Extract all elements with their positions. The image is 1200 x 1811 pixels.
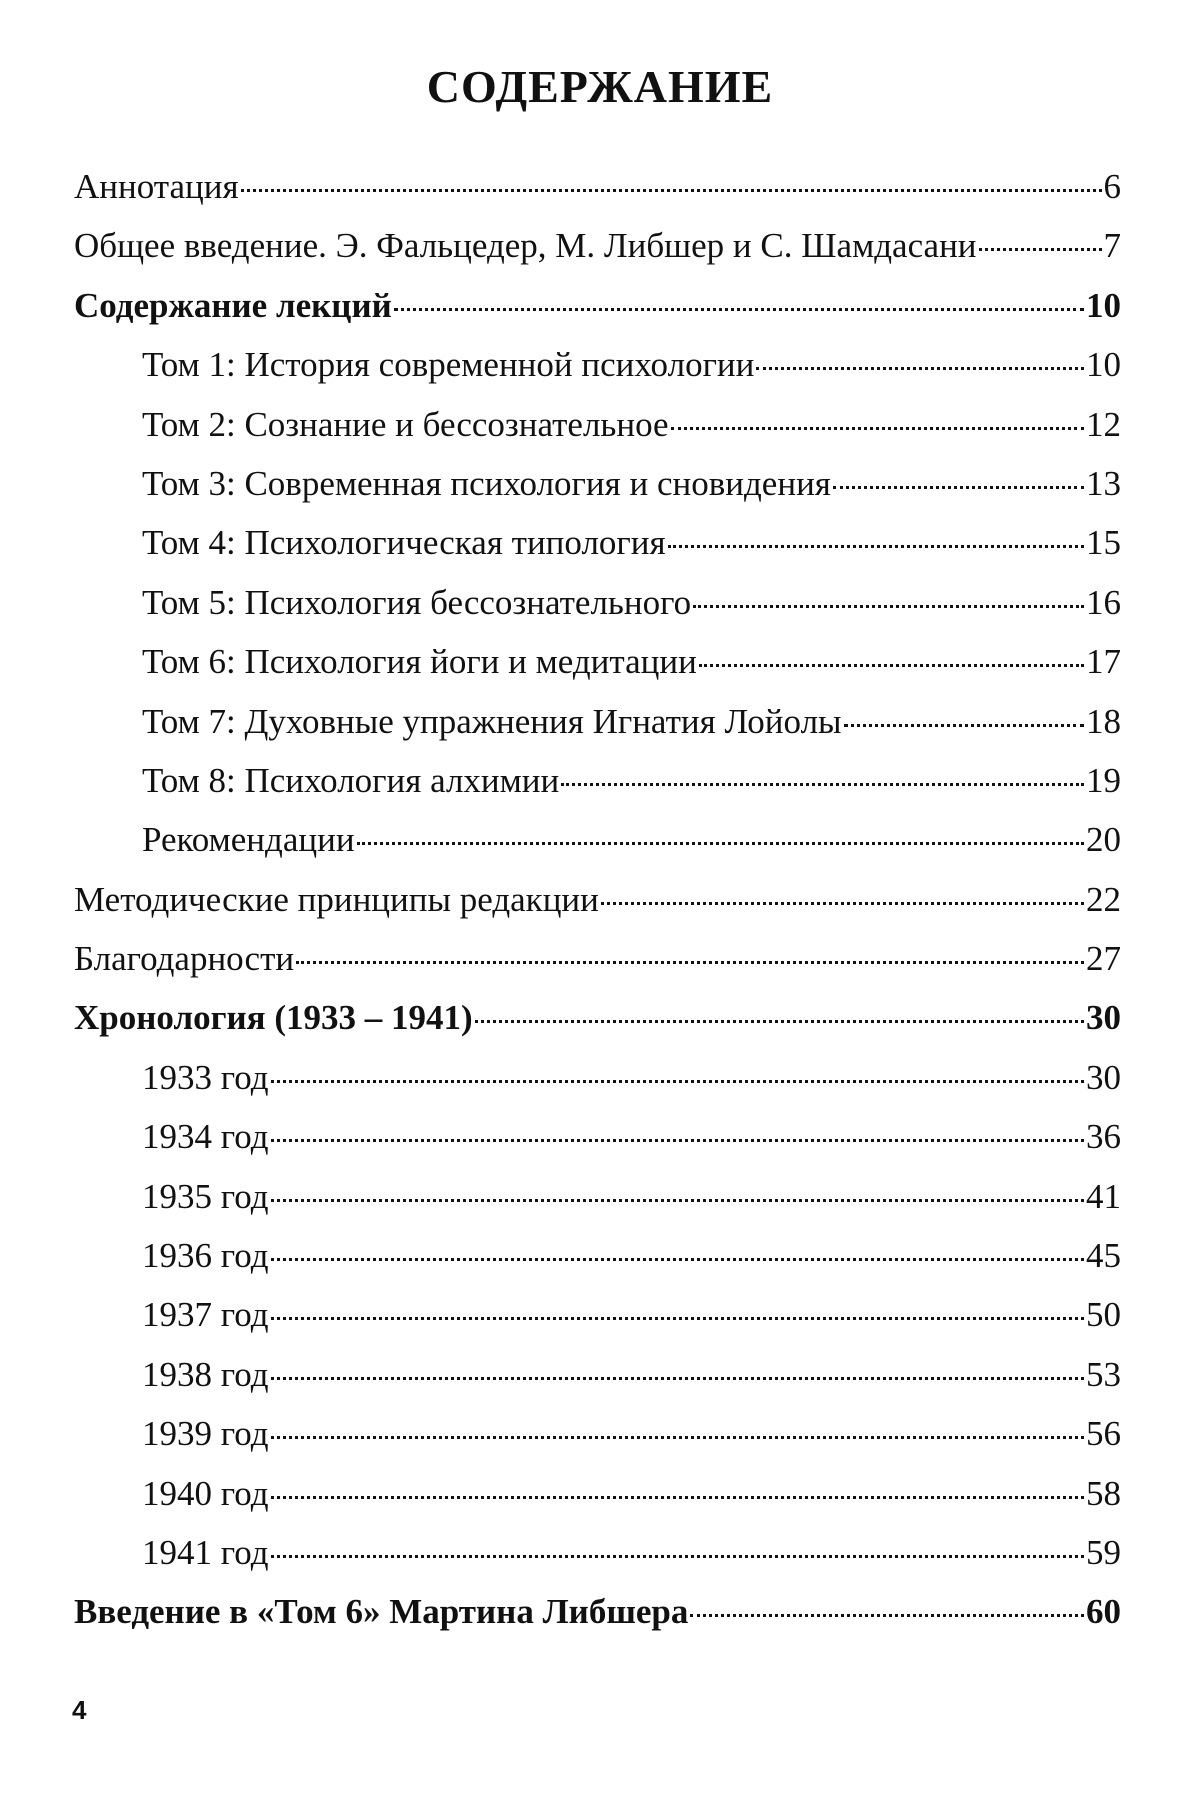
toc-entry-page: 20 (1086, 820, 1121, 860)
toc-entry (74, 1345, 1121, 1404)
toc-entry-page: 16 (1086, 582, 1121, 622)
toc-entry-title: Том 8: Психология алхимии (142, 760, 560, 800)
dot-leader (693, 605, 1084, 608)
toc-entry (74, 216, 1121, 275)
dot-leader (690, 1614, 1084, 1617)
dot-leader (833, 486, 1084, 489)
toc-entry-page: 7 (1103, 226, 1121, 266)
toc-entry-title: Благодарности (74, 939, 295, 979)
dot-leader (271, 1377, 1084, 1380)
toc-entry (74, 1404, 1121, 1463)
toc-entry (74, 1107, 1121, 1166)
toc-entry-title: 1936 год (142, 1236, 269, 1276)
dot-leader (475, 1020, 1084, 1023)
toc-entry-title: Общее введение. Э. Фальцедер, М. Либшер и С. Шамдасани (74, 226, 977, 266)
toc-entry-title: Рекомендации (142, 820, 355, 860)
dot-leader (699, 664, 1084, 667)
toc-entry (74, 513, 1121, 572)
toc-entry-page: 45 (1086, 1236, 1121, 1276)
dot-leader (979, 248, 1102, 251)
toc-entry-title: 1937 год (142, 1295, 269, 1335)
toc-entry-title: 1938 год (142, 1354, 269, 1394)
toc-entry-page: 41 (1086, 1176, 1121, 1216)
toc-entry (74, 1285, 1121, 1344)
toc-entry-page: 27 (1086, 939, 1121, 979)
dot-leader (271, 1080, 1084, 1083)
page-number: 4 (72, 1695, 87, 1725)
toc-entry-page: 53 (1086, 1354, 1121, 1394)
toc-entry (74, 1167, 1121, 1226)
toc-entry-title: 1933 год (142, 1057, 269, 1097)
toc-entry-page: 22 (1086, 879, 1121, 919)
dot-leader (756, 367, 1084, 370)
dot-leader (668, 545, 1084, 548)
table-of-contents (74, 157, 1121, 1642)
toc-entry (74, 929, 1121, 988)
dot-leader (271, 1436, 1084, 1439)
toc-entry (74, 751, 1121, 810)
toc-entry (74, 1523, 1121, 1582)
toc-entry (74, 395, 1121, 454)
toc-entry-page: 18 (1086, 701, 1121, 741)
toc-entry-title: Том 1: История современной психологии (142, 345, 755, 385)
toc-entry-page: 15 (1086, 523, 1121, 563)
page-title: СОДЕРЖАНИЕ (426, 61, 774, 112)
toc-entry (74, 157, 1121, 216)
toc-entry (74, 1226, 1121, 1285)
dot-leader (671, 427, 1084, 430)
toc-entry-title: 1940 год (142, 1473, 269, 1513)
dot-leader (271, 1317, 1084, 1320)
toc-entry-page: 30 (1086, 998, 1121, 1038)
toc-entry-page: 10 (1086, 345, 1121, 385)
toc-entry-title: Том 6: Психология йоги и медитации (142, 642, 697, 682)
toc-entry-title: 1939 год (142, 1414, 269, 1454)
toc-entry-page: 19 (1086, 760, 1121, 800)
toc-entry (74, 1464, 1121, 1523)
dot-leader (357, 842, 1084, 845)
dot-leader (271, 1139, 1084, 1142)
toc-entry (74, 335, 1121, 394)
dot-leader (561, 783, 1084, 786)
toc-entry-page: 30 (1086, 1057, 1121, 1097)
toc-entry (74, 573, 1121, 632)
toc-entry-title: Том 3: Современная психология и сновидения (142, 463, 831, 503)
toc-entry (74, 1582, 1121, 1641)
toc-entry-title: Хронология (1933 – 1941) (74, 998, 473, 1038)
toc-entry-title: Том 7: Духовные упражнения Игнатия Лойолы (142, 701, 842, 741)
toc-entry-title: Методические принципы редакции (74, 879, 599, 919)
toc-entry-title: 1935 год (142, 1176, 269, 1216)
dot-leader (271, 1496, 1084, 1499)
toc-entry (74, 870, 1121, 929)
dot-leader (271, 1199, 1084, 1202)
toc-entry-page: 10 (1086, 285, 1121, 325)
toc-entry (74, 988, 1121, 1047)
dot-leader (394, 308, 1084, 311)
toc-entry (74, 1048, 1121, 1107)
toc-entry-page: 17 (1086, 642, 1121, 682)
toc-entry (74, 692, 1121, 751)
dot-leader (271, 1258, 1084, 1261)
toc-entry-page: 56 (1086, 1414, 1121, 1454)
dot-leader (296, 961, 1084, 964)
toc-entry-page: 6 (1103, 167, 1121, 206)
toc-entry-page: 12 (1086, 404, 1121, 444)
toc-entry (74, 632, 1121, 691)
toc-entry-title: Том 5: Психология бессознательного (142, 582, 692, 622)
toc-entry (74, 276, 1121, 335)
toc-entry-title: Введение в «Том 6» Мартина Либшера (74, 1592, 689, 1632)
toc-entry-title: 1934 год (142, 1117, 269, 1157)
dot-leader (271, 1555, 1084, 1558)
toc-entry-page: 50 (1086, 1295, 1121, 1335)
toc-entry-title: Содержание лекций (74, 285, 392, 325)
dot-leader (844, 724, 1084, 727)
dot-leader (601, 902, 1084, 905)
toc-entry-title: 1941 год (142, 1532, 269, 1572)
toc-entry-title: Аннотация (74, 167, 239, 206)
toc-entry-page: 36 (1086, 1117, 1121, 1157)
toc-entry-page: 59 (1086, 1532, 1121, 1572)
toc-entry-page: 13 (1086, 463, 1121, 503)
toc-entry-page: 60 (1086, 1592, 1121, 1632)
toc-entry-page: 58 (1086, 1473, 1121, 1513)
toc-entry (74, 454, 1121, 513)
toc-entry-title: Том 4: Психологическая типология (142, 523, 666, 563)
toc-entry-title: Том 2: Сознание и бессознательное (142, 404, 669, 444)
dot-leader (241, 189, 1102, 192)
toc-entry (74, 810, 1121, 869)
